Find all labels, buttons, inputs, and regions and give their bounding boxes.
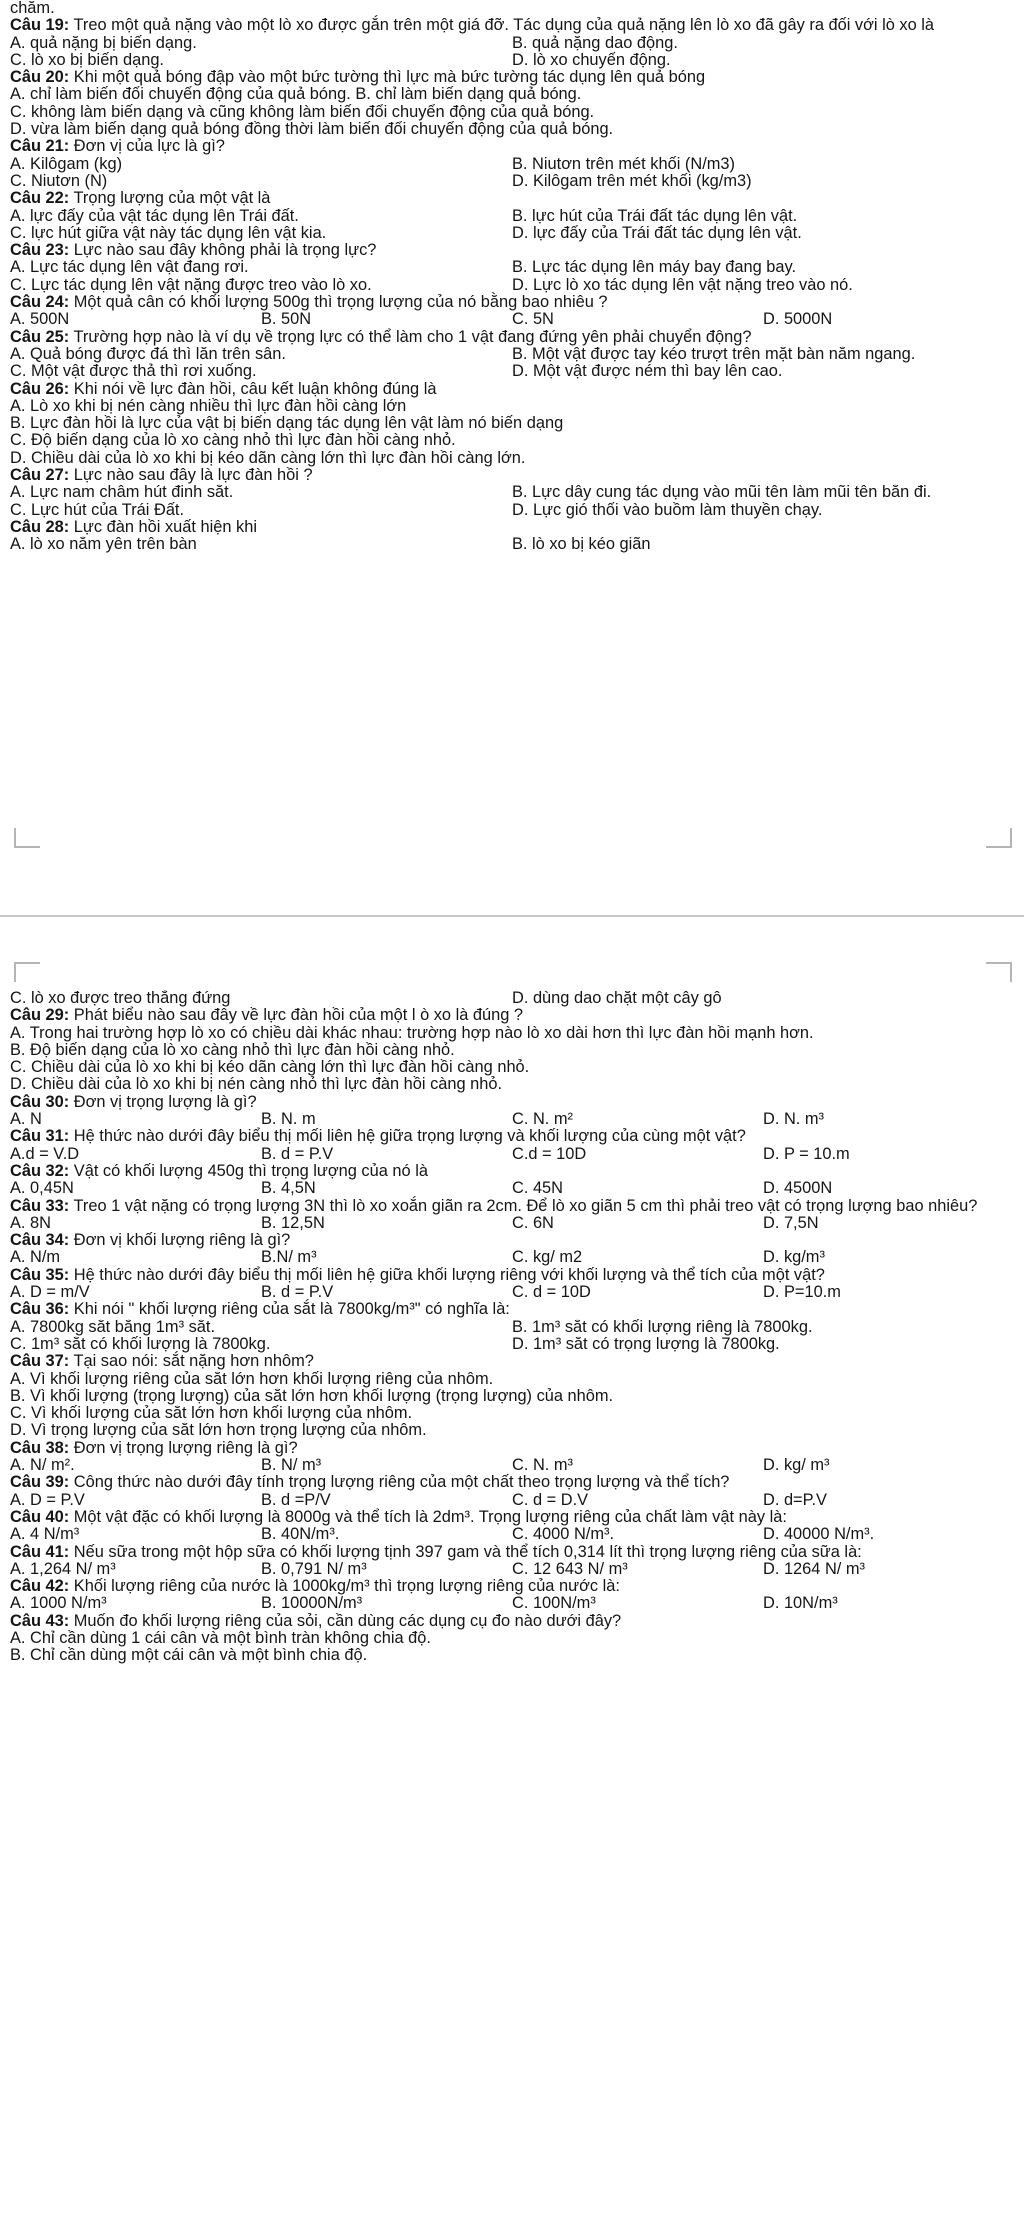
answer-option-b: B. N. m xyxy=(261,1111,316,1129)
question-text xyxy=(10,1578,1014,1595)
question-block xyxy=(10,17,1014,69)
answer-option-d: D. Chiều dài của lò xo khi bị kéo dãn càng lớn thì lực đàn hồi càng lớn. xyxy=(10,449,526,467)
question-label: Câu 38: xyxy=(10,1438,70,1457)
question-label: Câu 39: xyxy=(10,1473,70,1492)
answer-option-a: A. Kilôgam (kg) xyxy=(10,155,123,173)
answer-options xyxy=(10,1526,1014,1543)
answer-option-b: B. Độ biến dạng của lò xo càng nhỏ thì lực đàn hồi càng nhỏ. xyxy=(10,1041,455,1059)
answer-option-b: B. lực hút của Trái đất tác dụng lên vật. xyxy=(512,207,798,225)
answer-options xyxy=(10,259,1014,294)
question-stem: Treo 1 vật nặng có trọng lượng 3N thì lò xo xoắn giãn ra 2cm. Để lò xo giãn 5 cm thì phải treo vật có trọng lượng bao nhiêu? xyxy=(73,1196,978,1215)
question-block xyxy=(10,190,1014,242)
question-block xyxy=(10,1128,1014,1163)
question-text xyxy=(10,381,1014,398)
answer-option-b: B. Niutơn trên mét khối (N/m3) xyxy=(512,155,735,173)
answer-option-b: B. Lực dây cung tác dụng vào mũi tên làm mũi tên bắn đi. xyxy=(512,484,932,502)
question-stem: Trường hợp nào là ví dụ về trọng lực có thể làm cho 1 vật đang đứng yên phải chuyển động? xyxy=(73,327,752,346)
question-text xyxy=(10,138,1014,155)
question-block xyxy=(10,1301,1014,1353)
answer-option-a: A.d = V.D xyxy=(10,1145,80,1163)
answer-option-c: C. 12 643 N/ m³ xyxy=(512,1560,628,1578)
answer-option-a: A. lực đẩy của vật tác dụng lên Trái đất. xyxy=(10,207,299,225)
question-text xyxy=(10,1544,1014,1561)
question-label: Câu 30: xyxy=(10,1092,70,1111)
answer-option-b: B. Vì khối lượng (trọng lượng) của sắt lớn hơn khối lượng (trọng lượng) của nhôm. xyxy=(10,1387,614,1405)
answer-options xyxy=(10,398,1014,467)
answer-option-a: A. 0,45N xyxy=(10,1180,74,1198)
question-block xyxy=(10,1544,1014,1579)
page-2-content xyxy=(0,960,1024,1665)
page-1 xyxy=(0,0,1024,860)
question-label: Câu 40: xyxy=(10,1507,70,1526)
answer-options xyxy=(10,156,1014,191)
answer-options xyxy=(10,1561,1014,1578)
question-text xyxy=(10,1232,1014,1249)
answer-options xyxy=(10,1146,1014,1163)
answer-options xyxy=(10,1457,1014,1474)
answer-option-d: D. kg/m³ xyxy=(763,1249,825,1267)
answer-option-c: C. Niutơn (N) xyxy=(10,172,108,190)
question-stem: Trọng lượng của một vật là xyxy=(73,189,271,208)
answer-option-c: C. 5N xyxy=(512,311,554,329)
answer-option-c: C. 1m³ sắt có khối lượng là 7800kg. xyxy=(10,1335,271,1353)
answer-option-d: D. Lực gió thổi vào buồm làm thuyền chạy. xyxy=(512,501,823,519)
answer-option-a: A. D = m/V xyxy=(10,1284,90,1302)
answer-option-b: C. không làm biến dạng và cũng không làm biến đổi chuyển động của quả bóng. xyxy=(10,103,595,121)
question-label: Câu 36: xyxy=(10,1300,70,1319)
question-text xyxy=(10,467,1014,484)
crop-mark-top-left xyxy=(14,962,40,982)
question-text xyxy=(10,329,1014,346)
question-stem: Đơn vị trọng lượng là gì? xyxy=(73,1092,257,1111)
continuation-option-d: D. dùng dao chặt một cây gỗ xyxy=(512,990,722,1007)
question-label: Câu 43: xyxy=(10,1611,70,1630)
question-stem: Khi nói " khối lượng riêng của sắt là 7800kg/m³" có nghĩa là: xyxy=(73,1300,510,1319)
question-block xyxy=(10,1353,1014,1439)
answer-option-d: D. lò xo chuyển động. xyxy=(512,51,671,69)
question-block xyxy=(10,1613,1014,1665)
answer-option-d: D. 7,5N xyxy=(763,1214,819,1232)
answer-option-c: C. lực hút giữa vật này tác dụng lên vật kia. xyxy=(10,224,327,242)
answer-option-a: A. N/ m². xyxy=(10,1457,75,1475)
question-stem: Khi nói về lực đàn hồi, câu kết luận không đúng là xyxy=(73,379,437,398)
answer-option-c: C. 6N xyxy=(512,1214,554,1232)
question-block xyxy=(10,329,1014,381)
question-label: Câu 27: xyxy=(10,466,70,485)
answer-option-c: C. Lực hút của Trái Đất. xyxy=(10,501,185,519)
answer-options xyxy=(10,1180,1014,1197)
answer-option-b: B. 40N/m³. xyxy=(261,1526,340,1544)
question-stem: Nếu sữa trong một hộp sữa có khối lượng tịnh 397 gam và thể tích 0,314 lít thì trọng lượng riêng của sữa là: xyxy=(73,1542,862,1561)
answer-option-d: D. kg/ m³ xyxy=(763,1457,830,1475)
answer-option-b: B. 50N xyxy=(261,311,312,329)
question-label: Câu 33: xyxy=(10,1196,70,1215)
answer-option-a: A. Chỉ cần dùng 1 cái cân và một bình tràn không chia độ. xyxy=(10,1629,431,1647)
answer-option-c: C. Chiều dài của lò xo khi bị kéo dãn càng lớn thì lực đàn hồi càng nhỏ. xyxy=(10,1059,530,1077)
answer-option-c: C. Độ biến dạng của lò xo càng nhỏ thì lực đàn hồi càng nhỏ. xyxy=(10,432,456,450)
question-stem: Khối lượng riêng của nước là 1000kg/m³ thì trọng lượng riêng của nước là: xyxy=(73,1577,620,1596)
question-text xyxy=(10,242,1014,259)
answer-options xyxy=(10,86,1014,138)
answer-option-d: D. d=P.V xyxy=(763,1491,827,1509)
answer-option-b: B. Một vật được tay kéo trượt trên mặt bàn nằm ngang. xyxy=(512,345,916,363)
answer-option-d: D. 5000N xyxy=(763,311,833,329)
question-text xyxy=(10,1353,1014,1370)
answer-option-a: A. Lò xo khi bị nén càng nhiều thì lực đàn hồi càng lớn xyxy=(10,397,407,415)
answer-options xyxy=(10,1492,1014,1509)
answer-option-d: D. Kilôgam trên mét khối (kg/m3) xyxy=(512,172,752,190)
question-stem: Đơn vị khối lượng riêng là gì? xyxy=(73,1231,291,1250)
question-stem: Đơn vị của lực là gì? xyxy=(73,137,225,156)
question-label: Câu 34: xyxy=(10,1231,70,1250)
page-1-header: chăm. xyxy=(10,0,55,17)
answer-option-a: A. N/m xyxy=(10,1249,61,1267)
answer-option-c: C. kg/ m2 xyxy=(512,1249,583,1267)
answer-option-b: B. d =P/V xyxy=(261,1491,331,1509)
page-separator xyxy=(0,915,1024,917)
answer-option-c: C. Vì khối lượng của sắt lớn hơn khối lượng của nhôm. xyxy=(10,1405,413,1423)
question-text xyxy=(10,1440,1014,1457)
question-text xyxy=(10,190,1014,207)
answer-option-d: D. 1264 N/ m³ xyxy=(763,1560,866,1578)
crop-mark-top-right xyxy=(986,962,1012,982)
answer-options xyxy=(10,311,1014,328)
question-block xyxy=(10,294,1014,329)
question-label: Câu 19: xyxy=(10,16,70,35)
answer-options xyxy=(10,1319,1014,1354)
answer-option-d: D. 10N/m³ xyxy=(763,1595,838,1613)
answer-option-b: B. lò xo bị kéo giãn xyxy=(512,536,651,554)
answer-option-a: A. Trong hai trường hợp lò xo có chiều dài khác nhau: trường hợp nào lò xo dài hơn thì lực đàn hồi mạnh hơn. xyxy=(10,1024,814,1042)
question-stem: Một vật đặc có khối lượng là 8000g và thể tích là 2dm³. Trọng lượng riêng của chất làm vật này là: xyxy=(73,1507,787,1526)
answer-option-d: D. Chiều dài của lò xo khi bị nén càng nhỏ thì lực đàn hồi càng nhỏ. xyxy=(10,1076,503,1094)
answer-option-c: C. N. m² xyxy=(512,1111,574,1129)
question-text xyxy=(10,1301,1014,1318)
continuation-options xyxy=(10,990,1014,1007)
question-label: Câu 29: xyxy=(10,1006,70,1025)
answer-option-d: D. P = 10.m xyxy=(763,1145,850,1163)
answer-option-a: A. 1000 N/m³ xyxy=(10,1595,107,1613)
crop-mark-bottom-left xyxy=(14,828,40,848)
question-block xyxy=(10,1007,1014,1093)
answer-option-a: A. 4 N/m³ xyxy=(10,1526,80,1544)
question-block xyxy=(10,381,1014,467)
question-stem: Vật có khối lượng 450g thì trọng lượng của nó là xyxy=(73,1161,428,1180)
answer-option-b: B. 10000N/m³ xyxy=(261,1595,363,1613)
answer-option-a: A. 500N xyxy=(10,311,70,329)
answer-option-a: A. N xyxy=(10,1111,42,1129)
answer-option-b: B. 12,5N xyxy=(261,1214,325,1232)
answer-option-b: B. 1m³ sắt có khối lượng riêng là 7800kg. xyxy=(512,1318,813,1336)
question-block xyxy=(10,138,1014,190)
answer-option-d: D. 1m³ sắt có trọng lượng là 7800kg. xyxy=(512,1335,780,1353)
answer-option-a: A. Quả bóng được đá thì lăn trên sân. xyxy=(10,345,286,363)
question-stem: Đơn vị trọng lượng riêng là gì? xyxy=(73,1438,298,1457)
answer-option-d: D. Một vật được ném thì bay lên cao. xyxy=(512,363,783,381)
question-block xyxy=(10,1198,1014,1233)
answer-option-d: D. P=10.m xyxy=(763,1284,841,1302)
answer-option-a: A. Lực nam châm hút đinh sắt. xyxy=(10,484,234,502)
question-label: Câu 28: xyxy=(10,517,70,536)
question-label: Câu 20: xyxy=(10,68,70,87)
question-text xyxy=(10,1094,1014,1111)
answer-option-b: B. 0,791 N/ m³ xyxy=(261,1560,367,1578)
answer-option-a: A. Lực tác dụng lên vật đang rơi. xyxy=(10,259,249,277)
answer-options xyxy=(10,1284,1014,1301)
answer-option-a: A. D = P.V xyxy=(10,1491,85,1509)
answer-options xyxy=(10,208,1014,243)
question-label: Câu 32: xyxy=(10,1161,70,1180)
page-gap xyxy=(0,860,1024,960)
question-text xyxy=(10,1267,1014,1284)
question-text xyxy=(10,1128,1014,1145)
answer-option-c: C. lò xo bị biến dạng. xyxy=(10,51,164,69)
question-stem: Hệ thức nào dưới đây biểu thị mối liên hệ giữa khối lượng riêng với khối lượng và thể tích của một vật? xyxy=(73,1265,825,1284)
question-block xyxy=(10,1440,1014,1475)
answer-options xyxy=(10,1025,1014,1094)
question-block xyxy=(10,519,1014,554)
question-label: Câu 22: xyxy=(10,189,70,208)
answer-option-c: C. 45N xyxy=(512,1180,564,1198)
answer-option-b: B. quả nặng dao động. xyxy=(512,34,678,52)
answer-option-c: C. d = 10D xyxy=(512,1284,591,1302)
answer-option-d: D. 40000 N/m³. xyxy=(763,1526,875,1544)
question-text xyxy=(10,17,1014,34)
answer-option-a: A. quả nặng bị biến dạng. xyxy=(10,34,197,52)
answer-options xyxy=(10,1215,1014,1232)
answer-option-c: C. 4000 N/m³. xyxy=(512,1526,615,1544)
question-block xyxy=(10,1163,1014,1198)
answer-option-d: D. lực đẩy của Trái đất tác dụng lên vật. xyxy=(512,224,802,242)
question-text xyxy=(10,294,1014,311)
answer-options xyxy=(10,1371,1014,1440)
answer-option-b: B. 4,5N xyxy=(261,1180,316,1198)
answer-option-c: C. 100N/m³ xyxy=(512,1595,596,1613)
question-text xyxy=(10,1007,1014,1024)
answer-option-c: D. vừa làm biến dạng quả bóng đồng thời làm biến đổi chuyển động của quả bóng. xyxy=(10,121,614,139)
answer-option-d: D. Vì trọng lượng của sắt lớn hơn trọng lượng của nhôm. xyxy=(10,1422,427,1440)
question-block xyxy=(10,242,1014,294)
crop-mark-bottom-right xyxy=(986,828,1012,848)
question-list xyxy=(10,1007,1014,1664)
answer-option-b: B. Lực tác dụng lên máy bay đang bay. xyxy=(512,259,797,277)
question-block xyxy=(10,1267,1014,1302)
answer-option-a: A. 8N xyxy=(10,1214,51,1232)
question-stem: Treo một quả nặng vào một lò xo được gắn trên một giá đỡ. Tác dụng của quả nặng lên lò xo đã gây ra đối với lò xo là xyxy=(73,16,935,35)
answer-option-c: C.d = 10D xyxy=(512,1145,587,1163)
question-block xyxy=(10,69,1014,138)
answer-option-b: B.N/ m³ xyxy=(261,1249,317,1267)
question-stem: Muốn đo khối lượng riêng của sỏi, cần dùng các dụng cụ đo nào dưới đây? xyxy=(73,1611,622,1630)
question-stem: Hệ thức nào dưới đây biểu thị mối liên hệ giữa trọng lượng và khối lượng của cùng một vật? xyxy=(73,1127,746,1146)
answer-options xyxy=(10,35,1014,70)
answer-option-a: A. 1,264 N/ m³ xyxy=(10,1560,116,1578)
question-block xyxy=(10,1474,1014,1509)
answer-options xyxy=(10,536,1014,553)
question-block xyxy=(10,1232,1014,1267)
answer-option-b: B. Lực đàn hồi là lực của vật bị biến dạng tác dụng lên vật làm nó biến dạng xyxy=(10,415,564,433)
answer-option-c: C. Lực tác dụng lên vật nặng được treo vào lò xo. xyxy=(10,276,372,294)
answer-options xyxy=(10,1249,1014,1266)
answer-option-d: D. N. m³ xyxy=(763,1111,825,1129)
answer-option-a: A. 7800kg sắt bằng 1m³ sắt. xyxy=(10,1318,216,1336)
question-label: Câu 37: xyxy=(10,1352,70,1371)
answer-options xyxy=(10,1595,1014,1612)
question-label: Câu 42: xyxy=(10,1577,70,1596)
answer-option-b: B. d = P.V xyxy=(261,1145,334,1163)
question-label: Câu 24: xyxy=(10,293,70,312)
answer-option-a: A. lò xo nằm yên trên bàn xyxy=(10,536,197,554)
question-stem: Một quả cân có khối lượng 500g thì trọng lượng của nó bằng bao nhiêu ? xyxy=(73,293,608,312)
question-text xyxy=(10,1163,1014,1180)
question-label: Câu 41: xyxy=(10,1542,70,1561)
answer-option-d: D. Lực lò xo tác dụng lên vật nặng treo vào nó. xyxy=(512,276,853,294)
answer-options xyxy=(10,1111,1014,1128)
answer-option-a: A. Vì khối lượng riêng của sắt lớn hơn khối lượng riêng của nhôm. xyxy=(10,1370,494,1388)
question-stem: Công thức nào dưới đây tính trọng lượng riêng của một chất theo trọng lượng và thể tích? xyxy=(73,1473,730,1492)
question-label: Câu 31: xyxy=(10,1127,70,1146)
answer-option-b: B. Chỉ cần dùng một cái cân và một bình chia độ. xyxy=(10,1647,368,1665)
question-text xyxy=(10,1509,1014,1526)
continuation-option-c: C. lò xo được treo thẳng đứng xyxy=(10,990,231,1007)
question-list xyxy=(10,17,1014,553)
page-2 xyxy=(0,960,1024,2214)
question-text xyxy=(10,519,1014,536)
answer-option-b: B. d = P.V xyxy=(261,1284,334,1302)
answer-option-a: A. chỉ làm biến đổi chuyển động của quả bóng. B. chỉ làm biến dạng quả bóng. xyxy=(10,86,582,104)
question-label: Câu 35: xyxy=(10,1265,70,1284)
page-1-content xyxy=(0,0,1024,554)
question-block xyxy=(10,1509,1014,1544)
question-text xyxy=(10,69,1014,86)
question-label: Câu 25: xyxy=(10,327,70,346)
answer-option-c: C. Một vật được thả thì rơi xuống. xyxy=(10,363,257,381)
answer-option-c: C. N. m³ xyxy=(512,1457,574,1475)
answer-options xyxy=(10,484,1014,519)
question-text xyxy=(10,1474,1014,1491)
question-label: Câu 23: xyxy=(10,241,70,260)
question-block xyxy=(10,1094,1014,1129)
question-stem: Lực đàn hồi xuất hiện khi xyxy=(73,517,257,536)
question-label: Câu 21: xyxy=(10,137,70,156)
question-stem: Khi một quả bóng đập vào một bức tường thì lực mà bức tường tác dụng lên quả bóng xyxy=(73,68,706,87)
answer-options xyxy=(10,1630,1014,1665)
answer-option-c: C. d = D.V xyxy=(512,1491,589,1509)
question-label: Câu 26: xyxy=(10,379,70,398)
question-stem: Phát biểu nào sau đây về lực đàn hồi của một l ò xo là đúng ? xyxy=(73,1006,524,1025)
question-text xyxy=(10,1613,1014,1630)
question-stem: Lực nào sau đây không phải là trọng lực? xyxy=(73,241,377,260)
question-block xyxy=(10,1578,1014,1613)
question-block xyxy=(10,467,1014,519)
question-stem: Lực nào sau đây là lực đàn hồi ? xyxy=(73,466,313,485)
answer-option-b: B. N/ m³ xyxy=(261,1457,322,1475)
question-text xyxy=(10,1198,1014,1215)
answer-options xyxy=(10,346,1014,381)
question-stem: Tại sao nói: sắt nặng hơn nhôm? xyxy=(73,1352,314,1371)
answer-option-d: D. 4500N xyxy=(763,1180,833,1198)
